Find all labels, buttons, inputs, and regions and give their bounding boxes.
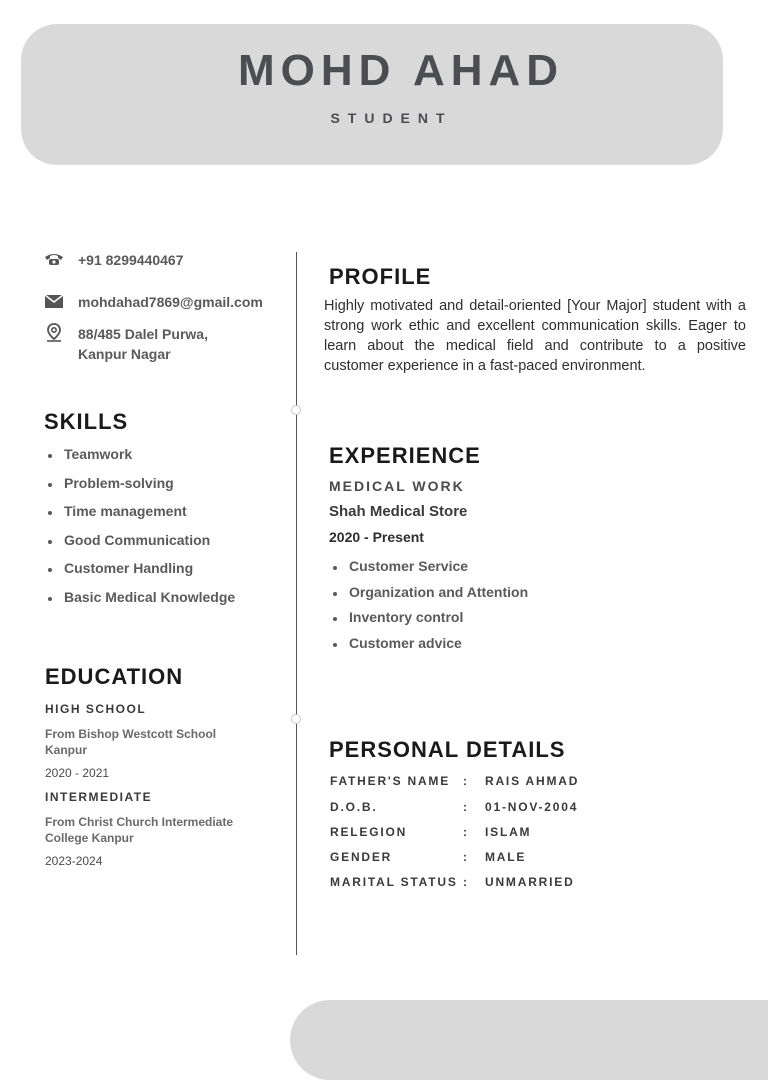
list-item: Inventory control — [349, 609, 528, 635]
education-institution — [45, 726, 216, 758]
experience-list — [329, 558, 528, 660]
address-line-1: 88/485 Dalel Purwa, — [78, 326, 208, 342]
address — [78, 324, 208, 364]
detail-value: MALE — [485, 850, 527, 864]
list-item: Customer advice — [349, 635, 528, 661]
experience-dates: 2020 - Present — [329, 529, 424, 545]
list-item: Teamwork — [64, 446, 235, 475]
detail-label: RELEGION — [330, 825, 408, 839]
detail-value: UNMARRIED — [485, 875, 575, 889]
list-item: Basic Medical Knowledge — [64, 589, 235, 618]
mail-icon — [44, 292, 64, 310]
detail-colon: : — [463, 800, 469, 814]
divider-dot — [291, 405, 301, 415]
experience-heading: EXPERIENCE — [329, 443, 481, 468]
skills-heading: SKILLS — [44, 409, 129, 434]
list-item: Time management — [64, 503, 235, 532]
contact-phone — [44, 250, 184, 270]
address-line-2: Kanpur Nagar — [78, 346, 171, 362]
column-divider — [296, 252, 297, 955]
phone-icon — [44, 250, 64, 268]
detail-value: RAIS AHMAD — [485, 774, 580, 788]
detail-colon: : — [463, 850, 469, 864]
list-item: Customer Service — [349, 558, 528, 584]
footer-band — [290, 1000, 768, 1080]
institution-line-2: Kanpur — [45, 743, 87, 757]
list-item: Problem-solving — [64, 475, 235, 504]
detail-value: 01-NOV-2004 — [485, 800, 579, 814]
education-years: 2020 - 2021 — [45, 766, 110, 780]
profile-heading: PROFILE — [329, 264, 432, 289]
location-pin-icon — [44, 324, 64, 342]
detail-label: MARITAL STATUS — [330, 875, 458, 889]
education-level: HIGH SCHOOL — [45, 702, 147, 716]
list-item: Organization and Attention — [349, 584, 528, 610]
detail-label: FATHER'S NAME — [330, 774, 451, 788]
experience-role: MEDICAL WORK — [329, 478, 465, 494]
detail-colon: : — [463, 825, 469, 839]
institution-line-1: From Bishop Westcott School — [45, 727, 217, 741]
email-address[interactable]: mohdahad7869@gmail.com — [78, 294, 263, 310]
detail-value: ISLAM — [485, 825, 532, 839]
profile-summary: Highly motivated and detail-oriented [Your Major] student with a strong work ethic and excellent communication skills. Eager to learn about the medical field and contribute to a positive customer experience in a fast-paced environment. — [324, 298, 746, 374]
detail-label: GENDER — [330, 850, 393, 864]
candidate-title: STUDENT — [330, 110, 453, 126]
education-years: 2023-2024 — [45, 854, 103, 868]
list-item: Good Communication — [64, 532, 235, 561]
phone-number[interactable]: +91 8299440467 — [78, 252, 184, 268]
detail-label: D.O.B. — [330, 800, 378, 814]
education-institution — [45, 814, 233, 846]
institution-line-1: From Christ Church Intermediate — [45, 815, 234, 829]
institution-line-2: College Kanpur — [45, 831, 134, 845]
detail-colon: : — [463, 774, 469, 788]
education-heading: EDUCATION — [45, 664, 184, 689]
list-item: Customer Handling — [64, 560, 235, 589]
divider-dot — [291, 714, 301, 724]
contact-email — [44, 292, 263, 312]
contact-address — [44, 324, 208, 364]
candidate-name: MOHD AHAD — [237, 46, 565, 95]
personal-details-heading: PERSONAL DETAILS — [329, 737, 566, 762]
skills-list — [44, 446, 235, 617]
education-level: INTERMEDIATE — [45, 790, 153, 804]
detail-colon: : — [463, 875, 469, 889]
experience-company: Shah Medical Store — [329, 503, 468, 520]
